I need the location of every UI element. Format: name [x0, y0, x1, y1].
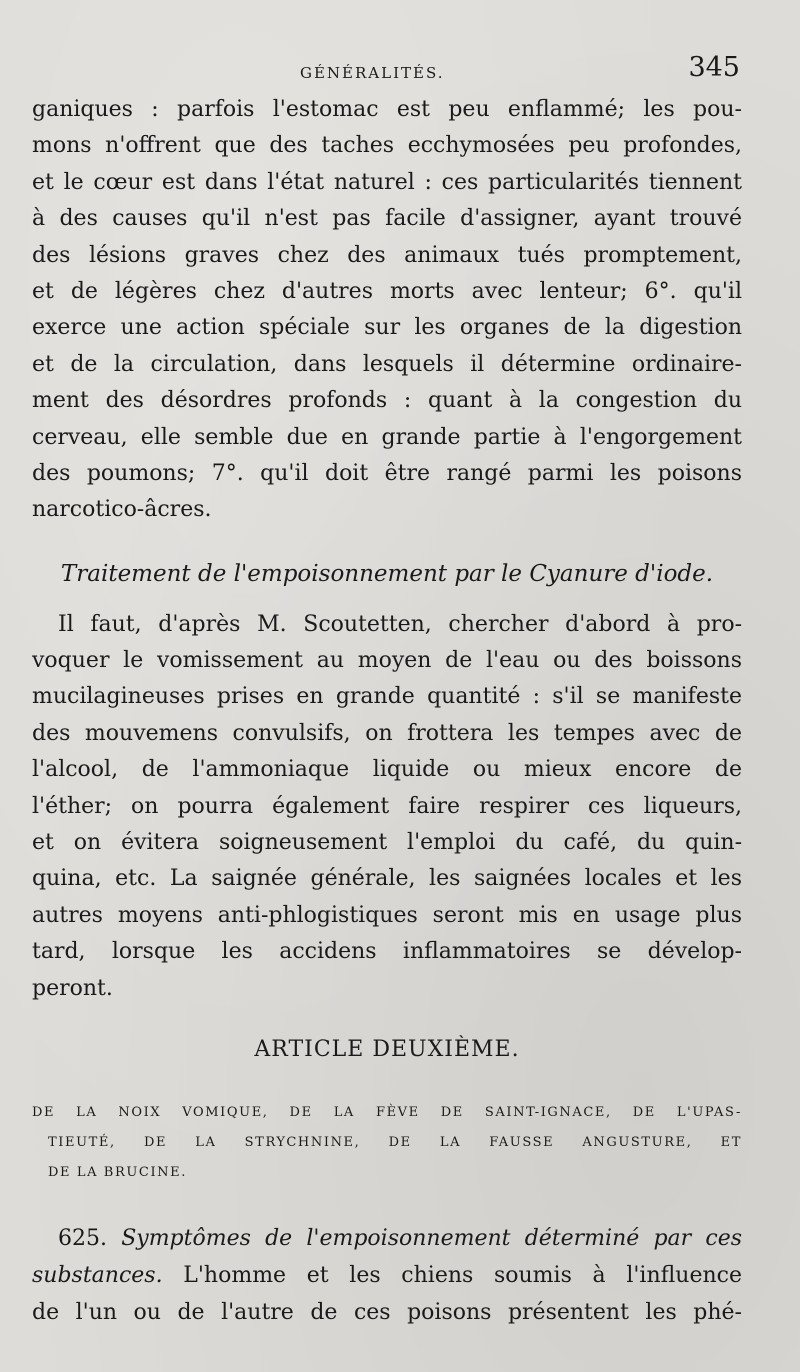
- body-text: [32, 92, 742, 1007]
- text-line: l'alcool, de l'ammoniaque liquide ou mieux encore de: [32, 757, 742, 783]
- article-heading: ARTICLE DEUXIÈME.: [254, 1037, 520, 1062]
- text-line: et on évitera soigneusement l'emploi du café, du quin-: [32, 830, 742, 856]
- text-line: peront.: [32, 975, 113, 1001]
- text-line: mucilagineuses prises en grande quantité : s'il se manifeste: [32, 684, 742, 710]
- text-line: l'éther; on pourra également faire respirer ces liqueurs,: [32, 793, 742, 819]
- article-subtitle: [32, 1098, 742, 1188]
- text-line: Il faut, d'après M. Scoutetten, chercher d'abord à pro-: [58, 611, 742, 637]
- paragraph-title-end: substances.: [32, 1263, 163, 1288]
- paragraph-treatment: [32, 607, 742, 1007]
- subtitle-line: TIEUTÉ, DE LA STRYCHNINE, DE LA FAUSSE ANGUSTURE, ET: [48, 1135, 742, 1150]
- text-line: narcotico-âcres.: [32, 497, 212, 523]
- text-line: et de légères chez d'autres morts avec lenteur; 6°. qu'il: [32, 278, 742, 304]
- text-line: quina, etc. La saignée générale, les saignées locales et les: [32, 866, 742, 892]
- text-line: et le cœur est dans l'état naturel : ces particularités tiennent: [32, 169, 742, 195]
- text-line: exerce une action spéciale sur les organes de la digestion: [32, 315, 742, 341]
- running-head: [30, 52, 740, 92]
- text-line: ganiques : parfois l'estomac est peu enflammé; les pou-: [32, 97, 742, 122]
- text-line: des mouvemens convulsifs, on frottera les tempes avec de: [32, 720, 742, 746]
- text-line: cerveau, elle semble due en grande partie à l'engorgement: [32, 424, 742, 450]
- paragraph-625: [32, 1220, 742, 1331]
- text-line: et de la circulation, dans lesquels il détermine ordinaire-: [32, 351, 742, 377]
- text-line: voquer le vomissement au moyen de l'eau ou des boissons: [32, 648, 742, 674]
- text-line: [32, 1220, 742, 1257]
- subtitle-line: DE LA NOIX VOMIQUE, DE LA FÈVE DE SAINT-IGNACE, DE L'UPAS-: [32, 1105, 742, 1120]
- paragraph-number: 625.: [58, 1226, 107, 1251]
- text-line: de l'un ou de l'autre de ces poisons présentent les phé-: [32, 1300, 742, 1325]
- paragraph-text: L'homme et les chiens soumis à l'influence: [183, 1263, 742, 1288]
- running-title: GÉNÉRALITÉS.: [300, 64, 445, 82]
- text-line: des poumons; 7°. qu'il doit être rangé parmi les poisons: [32, 460, 742, 486]
- text-line: mons n'offrent que des taches ecchymosées peu profondes,: [32, 133, 742, 159]
- subtitle-line: DE LA BRUCINE.: [48, 1165, 187, 1180]
- paragraph-title: Symptômes de l'empoisonnement déterminé par ces: [121, 1226, 742, 1251]
- text-line: à des causes qu'il n'est pas facile d'assigner, ayant trouvé: [32, 206, 742, 232]
- text-line: tard, lorsque les accidens inflammatoires se dévelop-: [32, 939, 742, 965]
- text-line: [32, 1257, 742, 1294]
- text-line: ment des désordres profonds : quant à la congestion du: [32, 388, 742, 414]
- paragraph-continuation: [32, 92, 742, 529]
- section-heading: Traitement de l'empoisonnement par le Cyanure d'iode.: [60, 560, 714, 587]
- text-line: autres moyens anti-phlogistiques seront mis en usage plus: [32, 902, 742, 928]
- text-line: des lésions graves chez des animaux tués promptement,: [32, 242, 742, 268]
- page-number: 345: [688, 52, 740, 83]
